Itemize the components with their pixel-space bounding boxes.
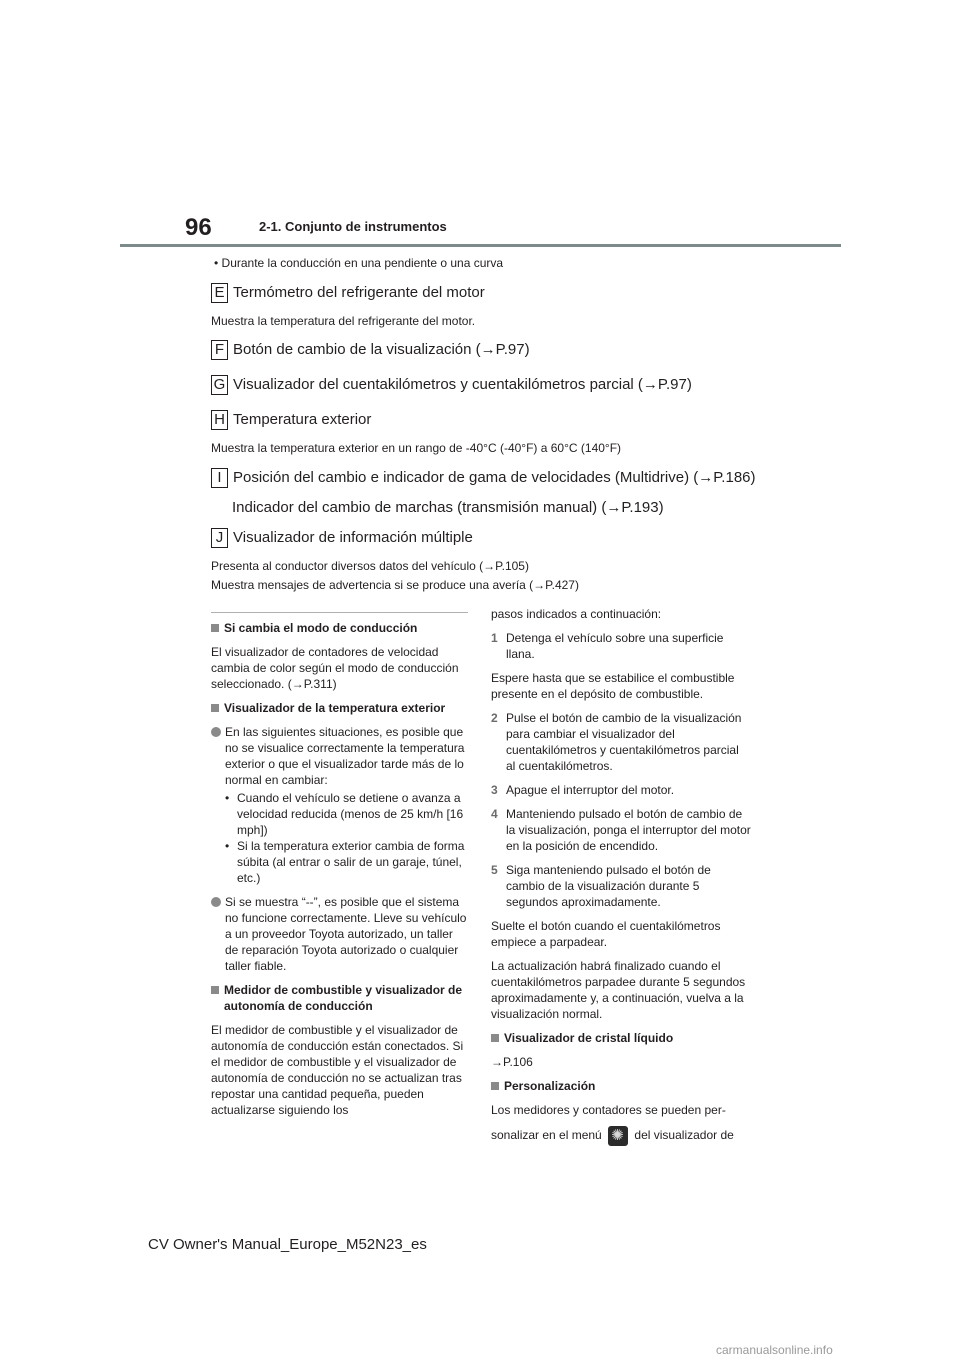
paragraph: La actualización habrá finalizado cuando el cuentakilómetros parpadee durante 5 segundos aproximadamente y, a continuación, vuelva a la visualización normal. [491, 959, 746, 1021]
item-title-2: Indicador del cambio de marchas (transmisión manual) (→P.193) [232, 499, 664, 516]
paragraph: sonalizar en el menú ✺ del visualizador de [491, 1126, 751, 1146]
item-j [211, 528, 473, 548]
item-f [211, 340, 530, 360]
bullet-line: • Durante la conducción en una pendiente o una curva [214, 256, 504, 270]
item-title: Botón de cambio de la visualización (→P.97) [233, 341, 530, 358]
item-g [211, 375, 692, 395]
settings-gear-icon [608, 1126, 628, 1146]
column-divider [211, 612, 468, 613]
paragraph: Espere hasta que se estabilice el combustible presente en el depósito de combustible. [491, 671, 735, 701]
square-bullet-icon [211, 986, 219, 994]
step-2: 2 Pulse el botón de cambio de la visualización para cambiar el visualizador del cuentakilómetros y cuentakilómetros parcial al cuentakilómetros. [491, 711, 742, 773]
paragraph: El medidor de combustible y el visualizador de autonomía de conducción están conectados. Si el medidor de combustible y el visualizador de autonomía de conducción no se actualizan tras repostar una cantidad pequeña, pueden actualizarse siguiendo los [211, 1023, 464, 1117]
right-column [491, 606, 751, 1154]
paragraph: pasos indicados a continuación: [491, 607, 662, 621]
item-title: Termómetro del refrigerante del motor [233, 284, 485, 301]
item-desc: Presenta al conductor diversos datos del vehículo (→P.105) [211, 559, 529, 573]
list-item: En las siguientes situaciones, es posible que no se visualice correctamente la temperatura exterior o que el visualizador tarde más de lo normal en cambiar: [211, 724, 468, 788]
paragraph: El visualizador de contadores de velocidad cambia de color según el modo de conducción seleccionado. (→P.311) [211, 645, 459, 691]
square-bullet-icon [211, 704, 219, 712]
square-bullet-icon [491, 1034, 499, 1042]
item-h [211, 410, 371, 430]
item-title: Temperatura exterior [233, 411, 372, 428]
section-heading: Visualizador de cristal líquido [491, 1030, 751, 1046]
watermark: carmanualsonline.info [716, 1343, 833, 1357]
step-5: 5 Siga manteniendo pulsado el botón de cambio de la visualización durante 5 segundos aproximadamente. [491, 863, 711, 909]
item-e [211, 283, 485, 303]
step-3: 3 Apague el interruptor del motor. [491, 783, 675, 797]
step-4: 4 Manteniendo pulsado el botón de cambio de la visualización, ponga el interruptor del motor en la posición de encendido. [491, 807, 751, 853]
circle-bullet-icon [211, 897, 221, 907]
section-heading: Si cambia el modo de conducción [211, 620, 468, 636]
item-i [211, 468, 756, 488]
item-title: Posición del cambio e indicador de gama de velocidades (Multidrive) (→P.186) [233, 469, 756, 486]
label-box: I [211, 468, 228, 488]
square-bullet-icon [491, 1082, 499, 1090]
section-heading: Visualizador de la temperatura exterior [211, 700, 468, 716]
section-heading: Medidor de combustible y visualizador de autonomía de conducción [211, 982, 468, 1014]
list-item: Si se muestra “--”, es posible que el sistema no funcione correctamente. Lleve su vehículo a un proveedor Toyota autorizado, un taller de reparación Toyota autorizado o cualquier taller fiable. [211, 894, 468, 974]
section-heading: Personalización [491, 1078, 751, 1094]
sub-item: • Si la temperatura exterior cambia de forma súbita (al entrar o salir de un garaje, túnel, etc.) [225, 839, 465, 885]
item-desc: Muestra mensajes de advertencia si se produce una avería (→P.427) [211, 578, 579, 592]
circle-bullet-icon [211, 727, 221, 737]
chapter-title: 2-1. Conjunto de instrumentos [259, 219, 447, 234]
label-box: E [211, 283, 228, 303]
item-title: Visualizador de información múltiple [233, 529, 473, 546]
item-desc: Muestra la temperatura del refrigerante del motor. [211, 314, 476, 328]
sub-item: • Cuando el vehículo se detiene o avanza a velocidad reducida (menos de 25 km/h [16 mph]) [225, 791, 464, 837]
square-bullet-icon [211, 624, 219, 632]
item-desc: Muestra la temperatura exterior en un rango de -40°C (-40°F) a 60°C (140°F) [211, 441, 622, 455]
paragraph: Los medidores y contadores se pueden per- [491, 1103, 726, 1117]
page-number: 96 [185, 214, 212, 241]
label-box: F [211, 340, 228, 360]
label-box: J [211, 528, 228, 548]
page-reference: →P.106 [491, 1055, 533, 1069]
left-column [211, 620, 468, 1126]
item-title: Visualizador del cuentakilómetros y cuentakilómetros parcial (→P.97) [233, 376, 692, 393]
paragraph: Suelte el botón cuando el cuentakilómetros empiece a parpadear. [491, 919, 721, 949]
label-box: G [211, 375, 228, 395]
footer-manual-name: CV Owner's Manual_Europe_M52N23_es [148, 1236, 427, 1253]
label-box: H [211, 410, 228, 430]
step-1: 1 Detenga el vehículo sobre una superficie llana. [491, 631, 724, 661]
header-rule [120, 244, 841, 247]
